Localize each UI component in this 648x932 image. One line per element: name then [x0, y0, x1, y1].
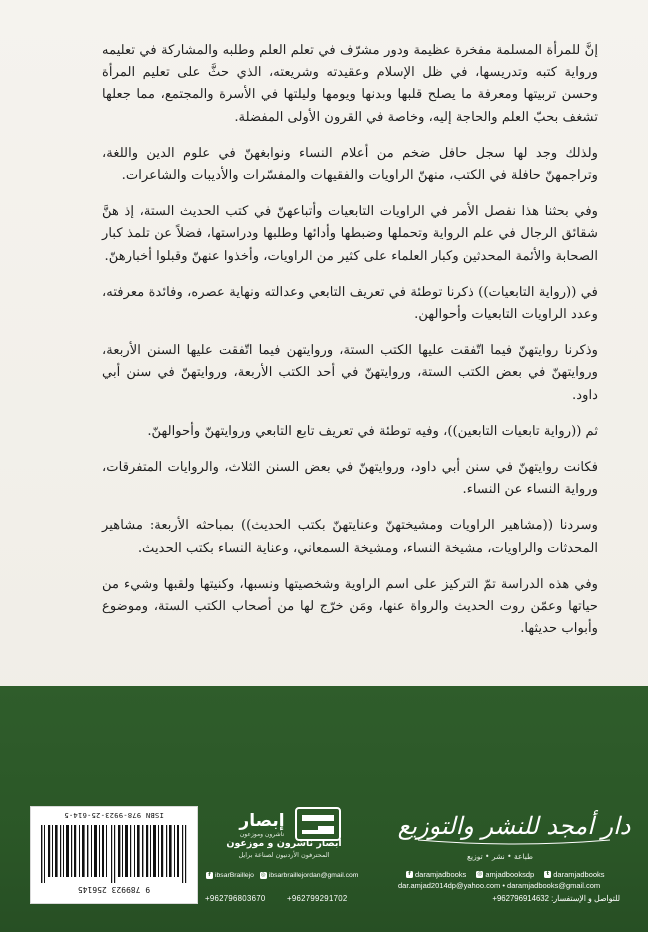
paragraph-3: وفي بحثنا هذا نفصل الأمر في الراويات التابعيات وأتباعهنّ في كتب الحديث الستة، إذ هنَّ شقائق الرجال في علم الرواية وتحملها وضبطها وأدائها وطلبها ودراستها، فضلاً عن تلمذ كبار الصحابة والأئمة المحدثين وكبار العلماء على كثير من الراويات، وأخذوا عنهنّ وقبلوا أخبارهنّ. — [102, 204, 598, 264]
ibsar-phone-1: +962796803670 — [205, 894, 266, 903]
paragraph-5: وذكرنا روايتهنّ فيما اتّفقت عليها الكتب الستة، وروايتهن فيما اتّفقت عليها السنن الأربعة، وروايتهنّ في بعض الكتب الستة، وروايتهنّ في أحد الكتب الأربعة، وروايتهنّ في سنن أبي داود. — [102, 343, 598, 403]
paragraph-7: فكانت روايتهنّ في سنن أبي داود، وروايتهنّ في بعض السنن الثلاث، والروايات المتفرقات، ورواية النساء عن النساء. — [102, 460, 598, 498]
barcode-digits: 9 789923 256145 — [77, 885, 151, 894]
isbn-barcode — [30, 806, 198, 904]
paragraph-6: ثم ((رواية تابعيات التابعين))، وفيه توطئة في تعريف تابع التابعي وروايتهنّ وأحوالهنّ. — [147, 423, 598, 439]
ibsar-instagram[interactable]: ◎ ibsarbraillejordan@gmail.com — [260, 872, 359, 879]
paragraph-4: في ((رواية التابعيات)) ذكرنا توطئة في تعريف التابعي وعدالته ونهاية عصره، وفائدة معرفته، وعدد الراويات التابعيات وأحوالهن. — [102, 284, 598, 323]
synopsis-text — [102, 40, 598, 654]
instagram-icon: ◎ — [260, 872, 266, 878]
amjad-phone-number: +962796914632 — [492, 894, 549, 903]
ibsar-facebook[interactable]: f ibsarBraillejo — [206, 872, 254, 879]
amjad-instagram[interactable]: ◎ amjadbooksdp — [477, 870, 535, 879]
paragraph-8: وسردنا ((مشاهير الراويات ومشيختهنّ وعنايتهنّ بكتب الحديث)) بمباحثه الأربعة: مشاهير المحدثات والراويات، مشيخة النساء، ومشيخة السمعاني، وعناية النساء بكتب الحديث. — [102, 518, 598, 556]
paragraph-1: إنَّ للمرأة المسلمة مفخرة عظيمة ودور مشرّف في تعلم العلم وطلبه والمشاركة في تعليمه ورواية كتبه وتدريسها، في ظل الإسلام وعقيدته وشريعته، الذي حثَّ على تعليم المرأة وحسن تربيتها ومعرفة ما يصلح قلبها وبدنها ويومها وليلتها في الأسرة والمجتمع، مما جعلها تشغف بحبّ العلم والحاجة إليه، وخاصة في القرون الأولى المفضلة. — [102, 43, 598, 125]
contact-label: للتواصل و الإستفسار: — [551, 894, 620, 903]
instagram-icon: ◎ — [477, 871, 483, 877]
amjad-email[interactable]: dar.amjad2014dp@yahoo.com • daramjadbooks@gmail.com — [398, 881, 601, 890]
ibsar-tagline: المحترفون الأردنيون لصناعة برايل — [238, 851, 330, 859]
facebook-icon: f — [406, 871, 413, 878]
barcode-bars-icon — [39, 825, 189, 883]
amjad-social-row — [398, 868, 628, 879]
amjad-twitter[interactable]: t daramjadbooks — [544, 870, 604, 879]
amjad-contact — [398, 894, 620, 903]
svg-text:إبصار: إبصار — [239, 811, 285, 831]
amjad-tagline: طباعة • نشر • توزيع — [467, 852, 533, 861]
amjad-facebook[interactable]: f daramjadbooks — [406, 870, 466, 879]
dar-amjad-logo-icon — [397, 796, 631, 850]
ibsar-social-row — [206, 871, 366, 879]
svg-text:ناشرون وموزعون: ناشرون وموزعون — [239, 831, 285, 838]
facebook-icon: f — [206, 872, 213, 879]
twitter-icon: t — [544, 871, 551, 878]
ibsar-phone-2: +962799291702 — [287, 894, 348, 903]
ibsar-publisher-name: ابصار ناشرون و موزعون — [226, 838, 342, 849]
isbn-label: ISBN 978-9923-25-614-5 — [64, 811, 164, 820]
svg-text:دار أمجد للنشر والتوزيع: دار أمجد للنشر والتوزيع — [397, 812, 631, 840]
paragraph-2: ولذلك وجد لها سجل حافل ضخم من أعلام النساء ونوابغهنّ في علوم الدين واللغة، وتراجمهنّ حافلة في الكتب، منهنّ الراويات والفقيهات والمفسّرات والأديبات والشاعرات. — [102, 145, 598, 184]
paragraph-9: وفي هذه الدراسة تمّ التركيز على اسم الراوية وشخصيتها ونسبها، وكنيتها ولقبها وشيء من حياتها وعمّن روت الحديث والرواة عنها، ومَن خرّج لها من أصحاب الكتب الستة، وموضوع وأبواب حديثها. — [102, 576, 598, 637]
